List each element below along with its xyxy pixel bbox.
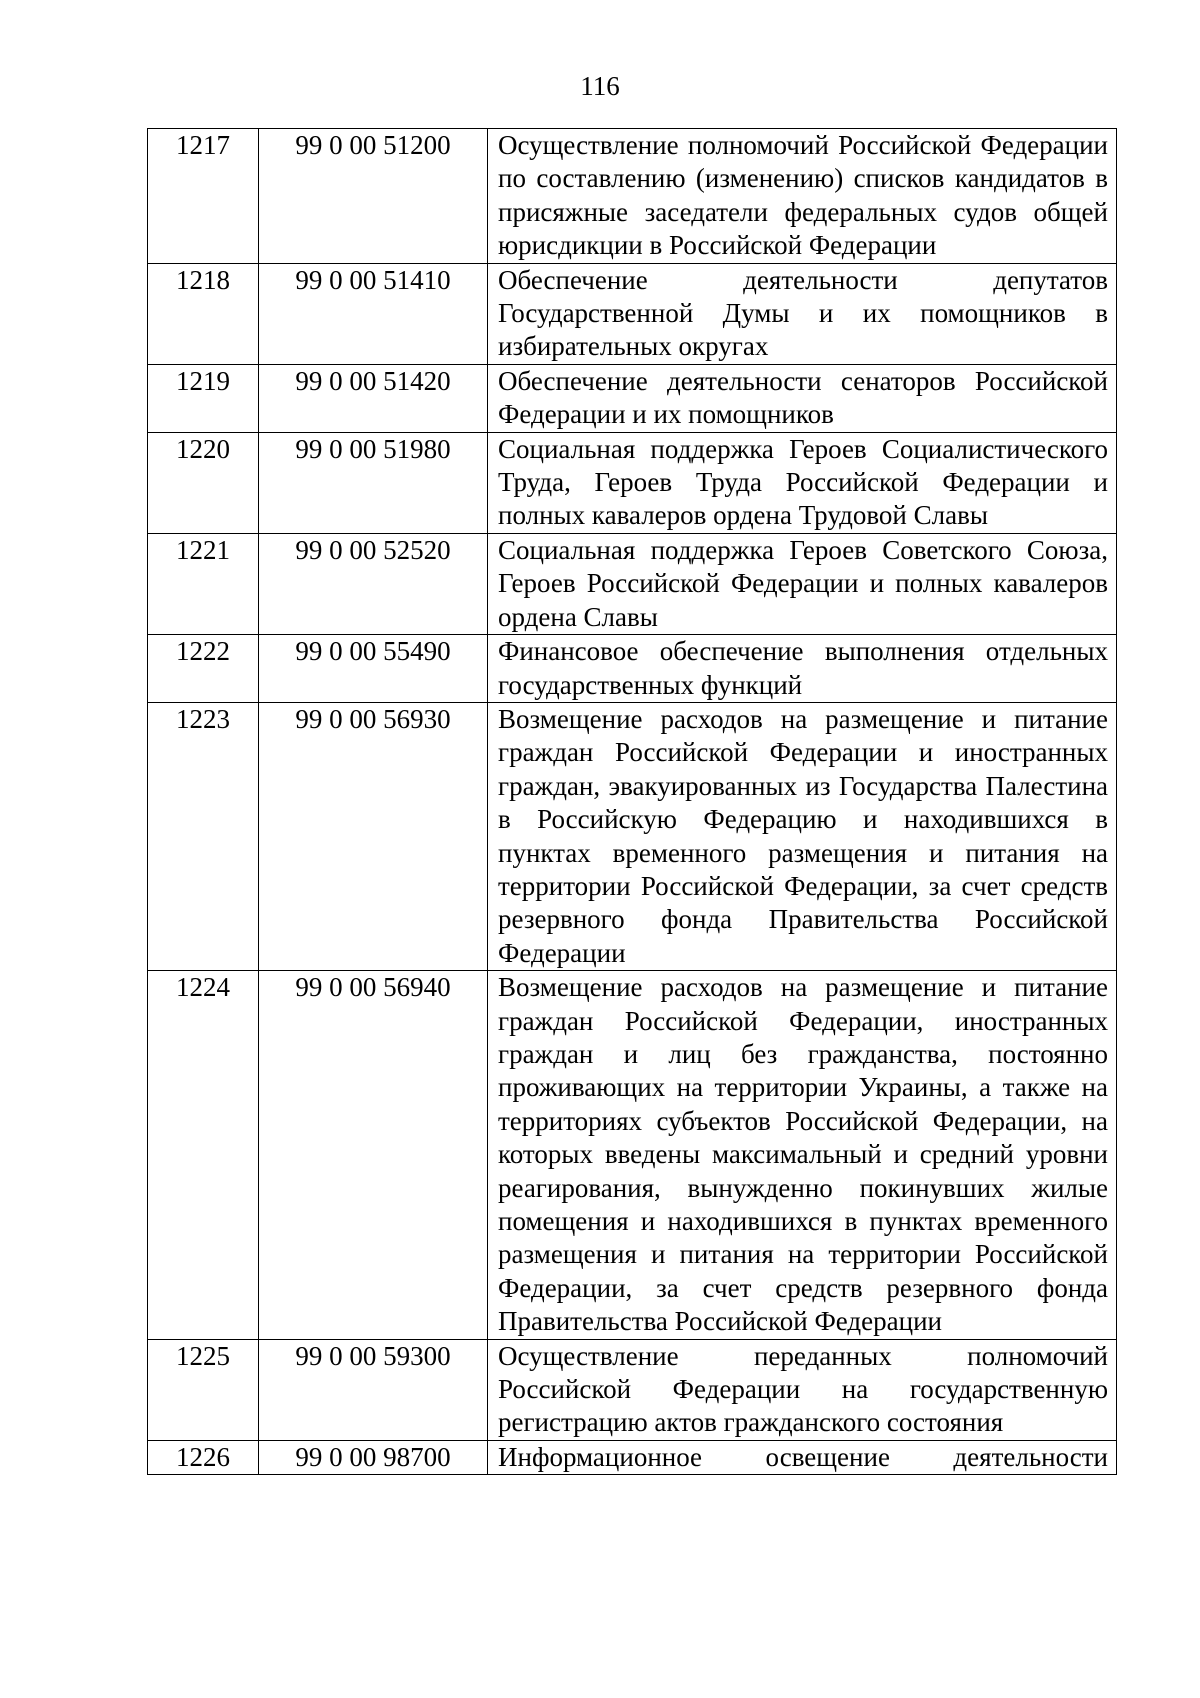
- table-row: [148, 364, 1117, 432]
- classification-code-cell: 99 0 00 51200: [259, 129, 488, 264]
- description-cell: Социальная поддержка Героев Советского Союза, Героев Российской Федерации и полных кавалеров ордена Славы: [488, 533, 1117, 634]
- description-cell: Возмещение расходов на размещение и питание граждан Российской Федерации и иностранных граждан, эвакуированных из Государства Палестина в Российскую Федерацию и находившихся в пунктах временного размещения и питания на территории Российской Федерации, за счет средств резервного фонда Правительства Российской Федерации: [488, 702, 1117, 970]
- row-number-cell: 1226: [148, 1440, 259, 1474]
- description-cell: Социальная поддержка Героев Социалистического Труда, Героев Труда Российской Федерации и полных кавалеров ордена Трудовой Славы: [488, 432, 1117, 533]
- classification-code-cell: 99 0 00 55490: [259, 635, 488, 703]
- table-row: [148, 129, 1117, 264]
- row-number-cell: 1221: [148, 533, 259, 634]
- row-number-cell: 1218: [148, 263, 259, 364]
- description-cell: Обеспечение деятельности депутатов Государственной Думы и их помощников в избирательных округах: [488, 263, 1117, 364]
- classification-code-cell: 99 0 00 51420: [259, 364, 488, 432]
- description-cell: Осуществление полномочий Российской Федерации по составлению (изменению) списков кандидатов в присяжные заседатели федеральных судов общей юрисдикции в Российской Федерации: [488, 129, 1117, 264]
- table-row: [148, 1339, 1117, 1440]
- classification-code-cell: 99 0 00 56930: [259, 702, 488, 970]
- row-number-cell: 1220: [148, 432, 259, 533]
- description-cell: Информационное освещение деятельности: [488, 1440, 1117, 1474]
- classification-code-cell: 99 0 00 52520: [259, 533, 488, 634]
- budget-codes-table: [147, 128, 1117, 1475]
- table-row: [148, 971, 1117, 1339]
- classification-code-cell: 99 0 00 51410: [259, 263, 488, 364]
- row-number-cell: 1219: [148, 364, 259, 432]
- classification-code-cell: 99 0 00 59300: [259, 1339, 488, 1440]
- classification-code-cell: 99 0 00 56940: [259, 971, 488, 1339]
- row-number-cell: 1224: [148, 971, 259, 1339]
- table-row: [148, 533, 1117, 634]
- description-cell: Финансовое обеспечение выполнения отдельных государственных функций: [488, 635, 1117, 703]
- table-row: [148, 635, 1117, 703]
- row-number-cell: 1225: [148, 1339, 259, 1440]
- row-number-cell: 1217: [148, 129, 259, 264]
- description-cell: Обеспечение деятельности сенаторов Российской Федерации и их помощников: [488, 364, 1117, 432]
- page-number: 116: [580, 71, 620, 101]
- table-body: [148, 129, 1117, 1475]
- table-row: [148, 432, 1117, 533]
- classification-code-cell: 99 0 00 98700: [259, 1440, 488, 1474]
- table-row: [148, 702, 1117, 970]
- table-row: [148, 1440, 1117, 1474]
- row-number-cell: 1222: [148, 635, 259, 703]
- classification-code-cell: 99 0 00 51980: [259, 432, 488, 533]
- row-number-cell: 1223: [148, 702, 259, 970]
- description-cell: Возмещение расходов на размещение и питание граждан Российской Федерации, иностранных граждан и лиц без гражданства, постоянно проживающих на территории Украины, а также на территориях субъектов Российской Федерации, на которых введены максимальный и средний уровни реагирования, вынужденно покинувших жилые помещения и находившихся в пунктах временного размещения и питания на территории Российской Федерации, за счет средств резервного фонда Правительства Российской Федерации: [488, 971, 1117, 1339]
- description-cell: Осуществление переданных полномочий Российской Федерации на государственную регистрацию актов гражданского состояния: [488, 1339, 1117, 1440]
- table-row: [148, 263, 1117, 364]
